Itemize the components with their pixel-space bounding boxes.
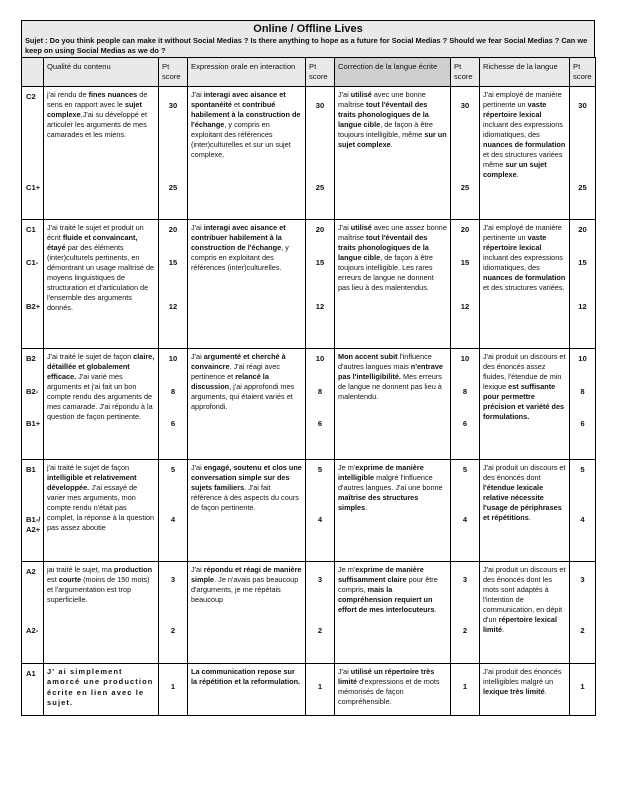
emphasis-text: vaste répertoire lexical [483, 100, 547, 120]
plain-text: Je m' [338, 564, 356, 574]
plain-text: . [365, 503, 368, 513]
score-value: 10 [578, 353, 587, 363]
plain-text: , de façon à être toujours intelligible. Les rares erreurs de langue ne donnent pas lieu à des malentendus. [338, 253, 434, 293]
content-cell [44, 459, 159, 561]
emphasis-text: J' ai simplement amorcé une production écrite en lien avec le sujet. [47, 666, 154, 707]
score-cell [159, 663, 188, 715]
plain-text: est [47, 575, 59, 585]
plain-text: J'ai traité le sujet de façon [47, 351, 134, 361]
score-value: 30 [315, 100, 325, 110]
emphasis-text: tout l'éventail des traits phonologiques de la langue cible [338, 100, 429, 130]
richness-cell [480, 663, 570, 715]
emphasis-text: interagi avec aisance et contribuer habilement à la construction de l'échange [191, 222, 286, 253]
level-cell [22, 86, 44, 219]
level-cell [22, 663, 44, 715]
header-correction: Correction de la langue écrite [335, 58, 451, 87]
score-value: 12 [578, 301, 587, 311]
correction-cell [335, 663, 451, 715]
plain-text: l'influence d'autres langues mais [338, 351, 432, 372]
interaction-cell [188, 561, 306, 663]
emphasis-text: engagé, soutenu et clos une conversation simple sur des sujets familiers [191, 462, 302, 493]
correction-cell [335, 459, 451, 561]
correction-cell [335, 86, 451, 219]
interaction-cell [188, 348, 306, 459]
emphasis-text: claire, détaillée et globalement efficace. [47, 351, 155, 382]
header-content: Qualité du contenu [44, 58, 159, 87]
score-cell [570, 561, 596, 663]
header-row [22, 58, 596, 87]
level-label: C1 [26, 224, 36, 234]
score-value: 20 [168, 224, 178, 234]
plain-text: , j'ai approfondi mes arguments, qui étaient variés et approfondi. [191, 382, 295, 412]
score-value: 15 [578, 257, 587, 267]
level-label: B1 [26, 464, 36, 474]
score-value: 2 [317, 625, 323, 635]
plain-text: j'ai rendu de [47, 89, 89, 99]
level-label: B1+ [26, 418, 41, 428]
content-cell [44, 348, 159, 459]
page-title: Online / Offline Lives [253, 23, 363, 35]
score-value: 12 [315, 301, 325, 311]
score-value: 2 [170, 625, 176, 635]
emphasis-text: sur un sujet complexe [483, 160, 547, 180]
score-value: 30 [460, 100, 470, 110]
score-cell [159, 459, 188, 561]
plain-text: J'ai employé de manière pertinente un [483, 89, 562, 110]
emphasis-text: utilisé un répertoire très limité [338, 666, 435, 687]
score-value: 5 [462, 464, 468, 474]
level-cell [22, 219, 44, 348]
interaction-cell [188, 86, 306, 219]
score-value: 10 [315, 353, 325, 363]
score-cell [451, 86, 480, 219]
score-cell [451, 348, 480, 459]
plain-text: J'ai [338, 666, 351, 676]
richness-cell [480, 348, 570, 459]
rubric-row [22, 219, 596, 348]
score-value: 1 [580, 681, 585, 691]
score-value: 8 [580, 386, 585, 396]
score-cell [570, 459, 596, 561]
level-label: A2- [26, 625, 39, 635]
emphasis-text: fluide et convaincant, étayé [47, 233, 138, 253]
score-cell [306, 219, 335, 348]
score-value: 15 [460, 257, 470, 267]
subject-text: Sujet : Do you think people can make it without Social Medias ? Is there anything to hope as a future for Social Medias ? Should we fear Social Medias ? Can we keep on using Social Medias as we do ? [25, 36, 588, 55]
level-cell [22, 561, 44, 663]
plain-text: avec une bonne maîtrise [338, 89, 426, 110]
plain-text: , de façon à être toujours intelligible, même [338, 120, 433, 140]
score-value: 4 [317, 514, 323, 524]
score-cell [159, 219, 188, 348]
score-value: 12 [168, 301, 178, 311]
header-pt-richness: Pt score [570, 58, 596, 87]
score-value: 5 [170, 464, 176, 474]
plain-text: d'expressions et de mots mémorisés de façon compréhensible. [338, 677, 440, 707]
plain-text: J'ai essayé de varier mes arguments, mon compte rendu n'était pas complet, la réponse à la question pas assez aboutie [47, 483, 155, 533]
level-label: C1+ [26, 182, 41, 192]
score-value: 8 [317, 386, 323, 396]
score-value: 25 [168, 182, 178, 192]
plain-text: J'ai produit un discours et des énoncés assez fluides, l'étendue de min lexique [483, 351, 566, 392]
level-cell [22, 459, 44, 561]
emphasis-text: sur un sujet complexe [338, 130, 447, 150]
score-value: 6 [170, 418, 176, 428]
score-value: 20 [315, 224, 325, 234]
score-cell [451, 219, 480, 348]
emphasis-text: contribué habilement à la construction de l'échange [191, 100, 301, 130]
score-cell [570, 86, 596, 219]
emphasis-text: répertoire lexical limité [483, 615, 558, 635]
plain-text: J'ai [191, 462, 204, 472]
emphasis-text: argumenté et cherché à convaincre [191, 351, 286, 372]
score-value: 20 [460, 224, 470, 234]
content-cell [44, 86, 159, 219]
rubric-row [22, 459, 596, 561]
plain-text: J'ai produit un discours et des énoncés dont les mots sont adaptés à l'intention de communication, en dépit d'un [483, 564, 566, 625]
score-cell [570, 663, 596, 715]
level-label: B2 [26, 353, 36, 363]
correction-cell [335, 561, 451, 663]
plain-text: et des structures variées même [483, 150, 563, 170]
plain-text: . [434, 605, 437, 615]
level-label: B1-/ A2+ [26, 514, 41, 535]
plain-text: et [231, 100, 243, 110]
score-value: 3 [317, 574, 323, 584]
score-value: 12 [460, 301, 470, 311]
score-cell [306, 561, 335, 663]
rubric-row [22, 663, 596, 715]
emphasis-text: répondu et réagi de manière simple [191, 564, 302, 585]
score-cell [451, 663, 480, 715]
score-value: 2 [580, 625, 585, 635]
score-value: 3 [462, 574, 468, 584]
emphasis-text: fines nuances [88, 89, 138, 99]
header-pt-content: Pt score [159, 58, 188, 87]
score-value: 30 [168, 100, 178, 110]
score-value: 30 [578, 100, 587, 110]
score-value: 1 [462, 681, 468, 691]
score-cell [306, 663, 335, 715]
score-value: 5 [580, 464, 585, 474]
plain-text: malgré l'influence d'autres langues. J'ai une bonne [338, 473, 443, 493]
plain-text: J'ai produit des énoncés intelligibles malgré un [483, 666, 562, 687]
plain-text: Je m' [338, 462, 356, 472]
content-cell [44, 561, 159, 663]
plain-text: jai traité le sujet, ma [47, 564, 114, 574]
plain-text: J'ai [338, 222, 351, 232]
content-cell [44, 219, 159, 348]
score-cell [306, 86, 335, 219]
score-value: 25 [315, 182, 325, 192]
emphasis-text: interagi avec aisance et spontanéité [191, 89, 286, 110]
emphasis-text: La communication repose sur la répétition et la reformulation. [191, 666, 301, 687]
plain-text: par des éléments (inter)culturels pertinents, en démontrant un usage maîtrisé de moyens linguistiques de structuration et d'articulation de l'ensemble des arguments donnés. [47, 243, 155, 313]
interaction-cell [188, 459, 306, 561]
plain-text: . [516, 170, 519, 180]
rubric-row [22, 348, 596, 459]
emphasis-text: l'étendue lexicale relative nécessite l'usage de périphrases et répétitions [483, 483, 562, 523]
plain-text: . [528, 513, 531, 523]
emphasis-text: relancé la discussion [191, 372, 269, 392]
plain-text: avec une assez bonne maîtrise [338, 222, 447, 243]
rubric-table [21, 57, 596, 716]
level-label: C1- [26, 257, 39, 267]
score-value: 8 [170, 386, 176, 396]
emphasis-text: maîtrise des structures simples [338, 493, 419, 513]
score-cell [159, 86, 188, 219]
emphasis-text: production [113, 564, 153, 574]
score-value: 1 [317, 681, 323, 691]
emphasis-text: vaste répertoire lexical [483, 233, 547, 253]
plain-text: pour être compris, [338, 575, 438, 595]
score-value: 6 [580, 418, 585, 428]
score-cell [159, 348, 188, 459]
plain-text: J'ai varié mes arguments et j'ai fait un bon compte rendu des arguments de mes camarade. J'ai répondu à la question de façon pertinente. [47, 372, 153, 422]
score-value: 25 [578, 182, 587, 192]
plain-text: (moins de 150 mots) et l'argumentation est trop superficielle. [47, 575, 150, 605]
plain-text: J'ai [191, 89, 204, 99]
plain-text: J'ai [191, 351, 204, 361]
plain-text: .J'ai su développé et articuler les arguments de mes camarades et les miens. [47, 110, 147, 140]
plain-text: , y compris en exploitant des références (inter)culturelles. [191, 243, 289, 273]
score-cell [159, 561, 188, 663]
plain-text: J'ai [191, 222, 204, 232]
score-value: 3 [170, 574, 176, 584]
plain-text: J'ai traité le sujet et produit un écrit [47, 222, 144, 243]
emphasis-text: exprime de manière intelligible [338, 462, 424, 483]
score-value: 6 [462, 418, 468, 428]
score-value: 5 [317, 464, 323, 474]
score-value: 3 [580, 574, 585, 584]
plain-text: incluant des expressions idiomatiques, des [483, 253, 563, 273]
score-cell [570, 219, 596, 348]
level-label: B2- [26, 386, 39, 396]
header-pt-correction: Pt score [451, 58, 480, 87]
interaction-cell [188, 663, 306, 715]
plain-text: j'ai traité le sujet de façon [47, 462, 130, 472]
level-label: A1 [26, 668, 36, 678]
rubric-row [22, 86, 596, 219]
score-value: 4 [580, 514, 585, 524]
emphasis-text: est suffisante pour permettre précision et variété des formulations. [483, 382, 565, 422]
plain-text: de sens en rapport avec le [47, 89, 148, 110]
level-cell [22, 348, 44, 459]
header-richness: Richesse de la langue [480, 58, 570, 87]
score-value: 4 [170, 514, 176, 524]
plain-text: , y compris en exploitant des références (inter)culturelles et sur un sujet complexe. [191, 120, 291, 160]
rubric-sheet [21, 20, 595, 716]
score-value: 4 [462, 514, 468, 524]
emphasis-text: utilisé [350, 222, 372, 232]
score-value: 8 [462, 386, 468, 396]
plain-text: J'ai produit un discours et des énoncés dont [483, 462, 566, 483]
correction-cell [335, 348, 451, 459]
header-interaction: Expression orale en interaction [188, 58, 306, 87]
score-value: 15 [315, 257, 325, 267]
emphasis-text: sujet complexe [47, 100, 142, 120]
emphasis-text: lexique très limité [483, 687, 545, 697]
plain-text: . [502, 625, 505, 635]
rubric-row [22, 561, 596, 663]
score-value: 15 [168, 257, 178, 267]
score-cell [306, 459, 335, 561]
level-label: A2 [26, 566, 36, 576]
plain-text: . J'ai réagi avec pertinence et [191, 362, 281, 382]
emphasis-text: courte [58, 575, 82, 585]
plain-text: . J'ai fait référence à des aspects du cours de façon pertinente. [191, 483, 299, 513]
plain-text: . [544, 687, 547, 697]
emphasis-text: tout l'éventail des traits phonologiques de la langue cible [338, 233, 429, 263]
score-value: 6 [317, 418, 323, 428]
correction-cell [335, 219, 451, 348]
score-value: 2 [462, 625, 468, 635]
plain-text: incluant des expressions idiomatiques, des [483, 120, 563, 140]
score-cell [451, 459, 480, 561]
plain-text: et des structures variées. [483, 283, 565, 293]
score-value: 20 [578, 224, 587, 234]
score-cell [306, 348, 335, 459]
score-cell [570, 348, 596, 459]
content-cell [44, 663, 159, 715]
plain-text: . Je n'avais pas beaucoup d'arguments, je me répétais beaucoup [191, 575, 299, 605]
header-pt-interaction: Pt score [306, 58, 335, 87]
score-cell [451, 561, 480, 663]
emphasis-text: exprime de manière suffisamment claire [338, 564, 424, 585]
richness-cell [480, 459, 570, 561]
plain-text: J'ai employé de manière pertinente un [483, 222, 562, 243]
plain-text: . [390, 140, 393, 150]
title-block [21, 20, 595, 57]
plain-text: J'ai [338, 89, 351, 99]
header-level [22, 58, 44, 87]
emphasis-text: nuances de formulation [483, 273, 566, 283]
score-value: 1 [170, 681, 176, 691]
level-label: C2 [26, 91, 36, 101]
richness-cell [480, 219, 570, 348]
emphasis-text: n'entrave pas l'intelligibilité. [338, 362, 443, 382]
score-value: 25 [460, 182, 470, 192]
score-value: 10 [460, 353, 470, 363]
richness-cell [480, 561, 570, 663]
emphasis-text: mais la compréhension requiert un effort de mes interlocuteurs [338, 585, 435, 615]
plain-text: J'ai [191, 564, 204, 574]
emphasis-text: utilisé [350, 89, 372, 99]
plain-text: Mes erreurs de langue ne donnent pas lieu à malentendu. [338, 372, 442, 402]
emphasis-text: nuances de formulation [483, 140, 566, 150]
emphasis-text: Mon accent subit [338, 351, 398, 361]
emphasis-text: intelligible et relativement développée. [47, 473, 137, 493]
score-value: 10 [168, 353, 178, 363]
level-label: B2+ [26, 301, 41, 311]
interaction-cell [188, 219, 306, 348]
richness-cell [480, 86, 570, 219]
